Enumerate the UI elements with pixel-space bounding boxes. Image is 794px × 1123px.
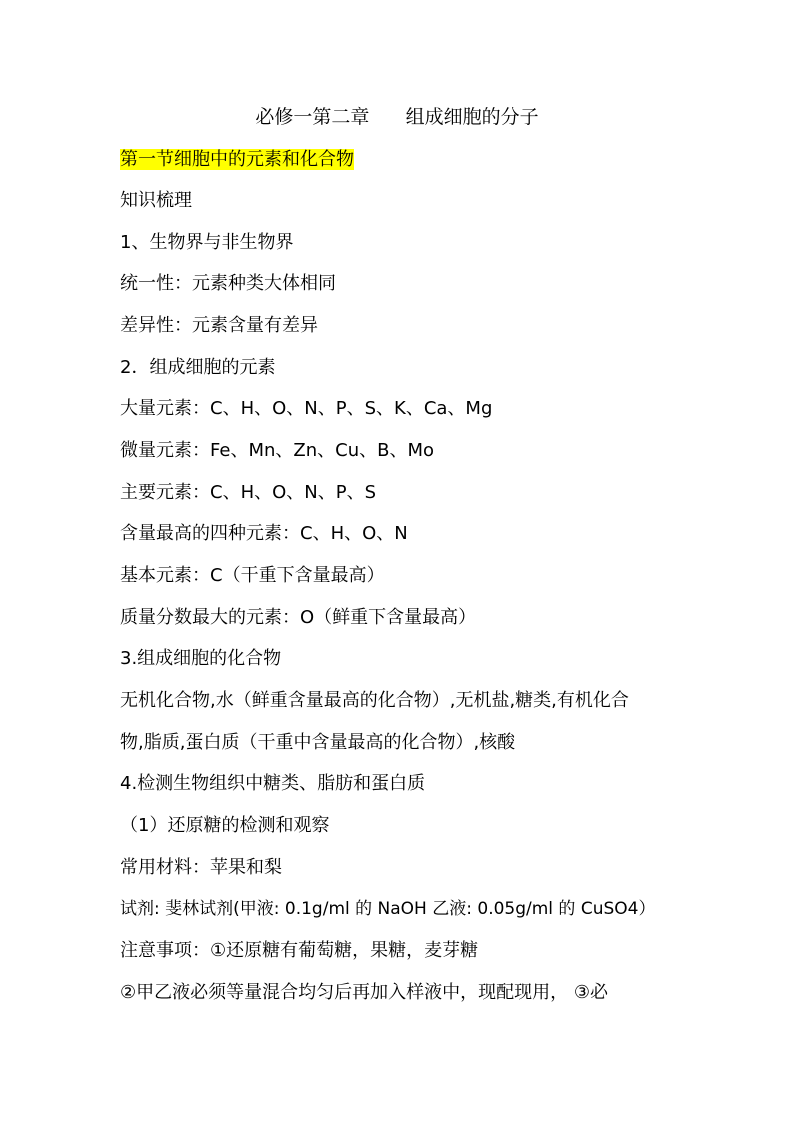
text-line: 物,脂质,蛋白质（干重中含量最高的化合物）,核酸 — [120, 732, 516, 753]
document-title: 必修一第二章 组成细胞的分子 — [255, 106, 539, 128]
text-line: 4.检测生物组织中糖类、脂肪和蛋白质 — [120, 773, 426, 794]
text-line: 无机化合物,水（鲜重含量最高的化合物）,无机盐,糖类,有机化合 — [120, 690, 629, 711]
text-line: 基本元素：C（干重下含量最高） — [120, 565, 385, 586]
text-line: （1）还原糖的检测和观察 — [120, 815, 330, 836]
text-line: 注意事项：①还原糖有葡萄糖，果糖，麦芽糖 — [120, 940, 479, 961]
text-line: 2．组成细胞的元素 — [120, 357, 276, 378]
text-line: ②甲乙液必须等量混合均匀后再加入样液中，现配现用， ③必 — [120, 982, 608, 1003]
text-line: 试剂: 斐林试剂(甲液: 0.1g/ml 的 NaOH 乙液: 0.05g/ml 的 CuSO4） — [120, 899, 656, 919]
text-line: 1、生物界与非生物界 — [120, 232, 294, 253]
text-line: 3.组成细胞的化合物 — [120, 648, 282, 669]
text-line: 知识梳理 — [120, 190, 192, 211]
text-line: 主要元素：C、H、O、N、P、S — [120, 482, 377, 503]
text-line: 统一性：元素种类大体相同 — [120, 273, 336, 294]
text-line: 大量元素：C、H、O、N、P、S、K、Ca、Mg — [120, 398, 493, 419]
highlighted-heading-text: 第一节细胞中的元素和化合物 — [120, 149, 354, 170]
text-line: 差异性：元素含量有差异 — [120, 315, 318, 336]
text-line: 质量分数最大的元素：O（鲜重下含量最高） — [120, 607, 477, 628]
text-line: 含量最高的四种元素：C、H、O、N — [120, 523, 408, 544]
text-line: 常用材料：苹果和梨 — [120, 857, 282, 878]
text-line: 微量元素：Fe、Mn、Zn、Cu、B、Mo — [120, 440, 434, 461]
section-heading — [120, 147, 354, 173]
